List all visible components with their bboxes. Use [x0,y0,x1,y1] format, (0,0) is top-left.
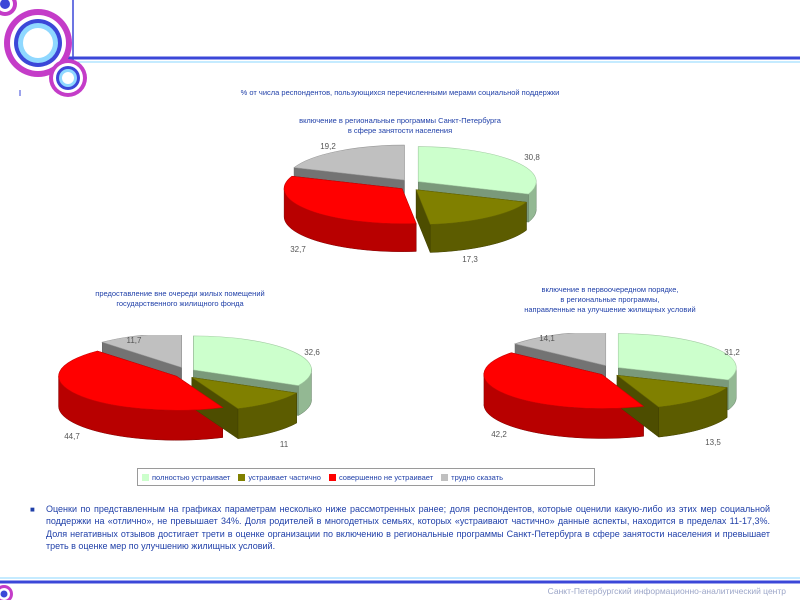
legend-label-unsure: трудно сказать [451,472,504,482]
legend-label-partly: устраивает частично [248,472,321,482]
chart3-title-line3: направленные на улучшение жилищных условий [524,305,696,314]
pie-chart-employment [270,140,570,270]
decor-circle-small [49,59,87,97]
pie2-label-not: 44,7 [64,432,80,441]
chart-legend [137,468,595,486]
pie3-label-fully: 31,2 [724,348,740,357]
pie2-label-fully: 32,6 [304,348,320,357]
chart3-title-line2: в региональные программы, [560,295,660,304]
pie3-label-unsure: 14,1 [539,334,555,343]
legend-label-not: совершенно не устраивает [338,472,434,482]
chart1-title [220,116,580,136]
chart2-title-line2: государственного жилищного фонда [116,299,244,308]
chart2-title [50,289,310,309]
legend-item-fully [142,473,230,482]
pie-chart-housing-priority [50,335,340,460]
analysis-note-text: Оценки по представленным на графиках параметрам несколько ниже рассмотренных ранее; доля респондентов, которые оценили какую-либо из этих мер социальной поддержки на «отлично», не превышает 34%. Доля родителей в многодетных семьях, которых «устраивают частично» данные аспекты, находится в пределах 11-17,3%. Доля негативных отзывов достигает трети в оценке организации по включению в региональные программы Санкт-Петербурга в сфере занятости населения и превышает треть в оценке мер по улучшению жилищных условий. [46,504,770,551]
chart3-title-line1: включение в первоочередном порядке, [541,285,679,294]
pie2-label-partly: 11 [279,440,289,449]
legend-swatch-not [329,474,336,481]
pie1-label-fully: 30,8 [524,153,540,162]
legend-swatch-unsure [441,474,448,481]
pie3-label-partly: 13,5 [705,438,721,447]
legend-item-partly [238,473,321,482]
legend-label-fully: полностью устраивает [152,472,231,482]
pie1-label-not: 32,7 [290,245,306,254]
chart1-title-line1: включение в региональные программы Санкт-Петербурга [299,116,501,125]
footer-organization: Санкт-Петербургский информационно-аналитический центр [547,586,786,596]
pie-chart-housing-programs [475,333,765,458]
chart2-title-line1: предоставление вне очереди жилых помещений [95,289,265,298]
legend-item-not [329,473,433,482]
legend-swatch-fully [142,474,149,481]
pie2-label-unsure: 11,7 [126,336,142,345]
pie1-label-unsure: 19,2 [320,142,336,151]
legend-item-unsure [441,473,503,482]
chart1-title-line2: в сфере занятости населения [347,126,453,135]
chart3-title [480,285,740,315]
bullet-icon: ■ [30,505,35,514]
legend-swatch-partly [238,474,245,481]
pie1-label-partly: 17,3 [462,255,478,264]
analysis-note [30,503,770,552]
page-title: % от числа респондентов, пользующихся перечисленными мерами социальной поддержки [240,88,560,97]
decor-circle-bottomleft [0,585,13,600]
decor-circle-topleft [0,0,17,16]
pie3-label-not: 42,2 [491,430,507,439]
